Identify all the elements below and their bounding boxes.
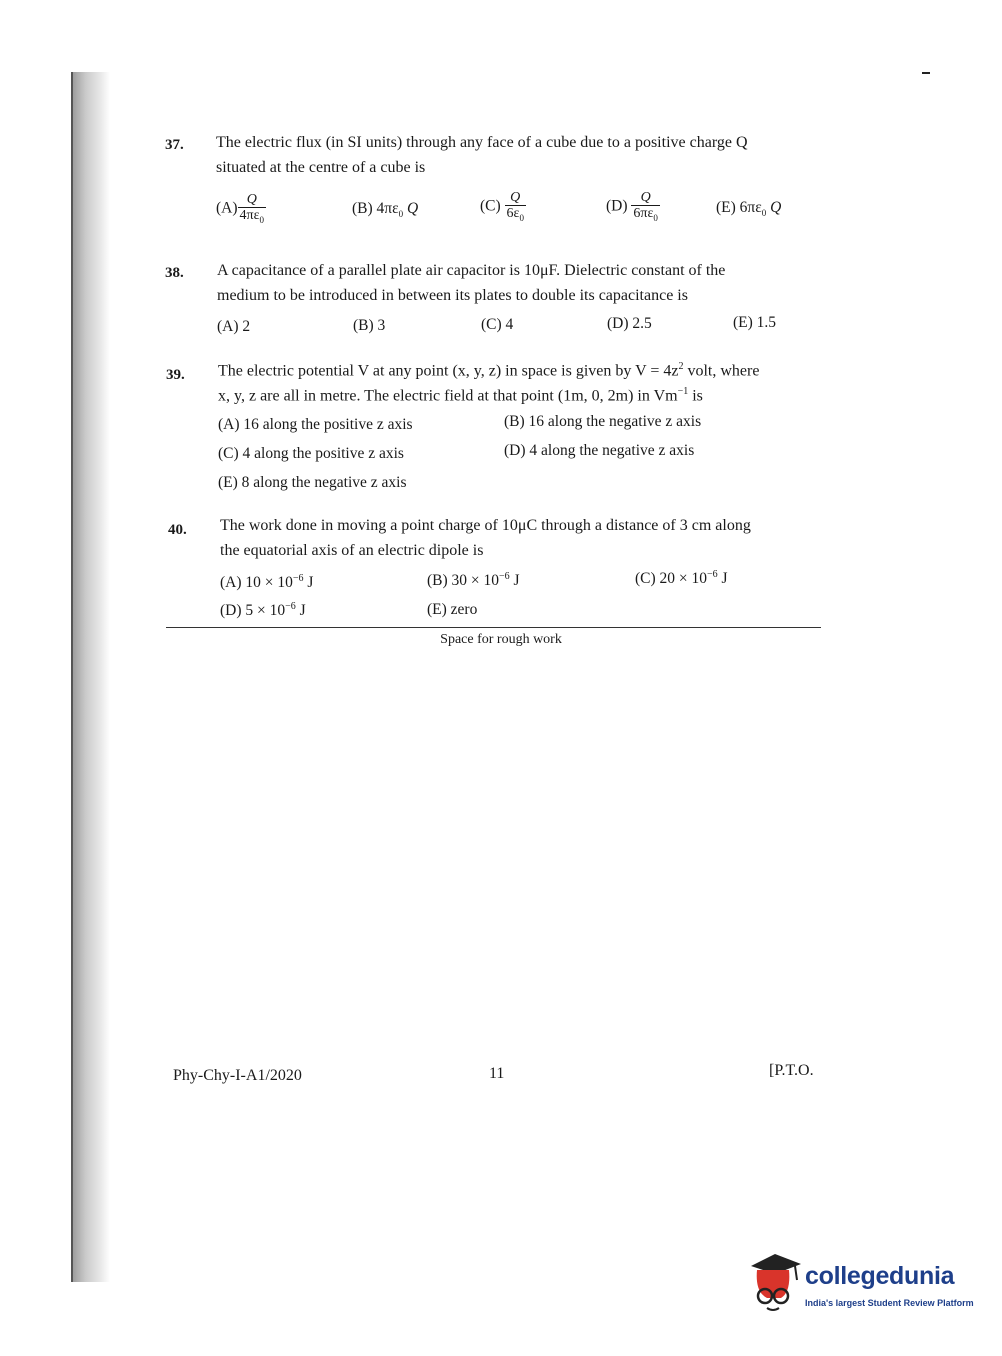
option-e: (E) $6\pi\varepsilon_0$ Q [716, 199, 782, 219]
question-line: the equatorial axis of an electric dipole is [220, 541, 484, 559]
unit: J [717, 570, 728, 588]
option-text: (B) 30 × 10 [427, 572, 500, 590]
option-b: (B) $4\pi\varepsilon_0$ Q [352, 200, 419, 220]
option-a: (A) 16 along the positive z axis [218, 416, 413, 433]
fraction [505, 190, 526, 224]
question-number: 39. [166, 367, 185, 383]
question-text [217, 259, 827, 309]
question-text [216, 131, 826, 181]
unit: J [509, 572, 520, 590]
option-text: 6πε [739, 199, 762, 216]
option-d: (D) 2.5 [607, 315, 652, 332]
option-b [427, 571, 520, 590]
pto-label: [P.T.O. [769, 1062, 814, 1079]
option-label: (D) [606, 197, 628, 215]
scan-page-edge-line [71, 72, 73, 1282]
option-d [220, 601, 306, 620]
question-number: 37. [165, 137, 184, 153]
question-line: x, y, z are all in metre. The electric field at that point (1m, 0, 2m) in $Vm^{-1}$ is [218, 386, 703, 405]
scan-page-edge [72, 72, 110, 1282]
question-text [218, 359, 828, 409]
fraction-denominator: $6\varepsilon_0$ [506, 206, 524, 224]
fraction [238, 192, 266, 226]
exponent: −6 [499, 571, 510, 582]
option-text: 4πε [376, 200, 399, 217]
option-b: (B) 3 [353, 317, 386, 334]
text-segment: volt, where [683, 362, 760, 380]
option-b: (B) 16 along the negative z axis [504, 413, 702, 430]
divider [166, 627, 821, 628]
logo-wordmark: collegedunia [805, 1262, 955, 1290]
page-number: 11 [489, 1065, 505, 1082]
fraction-denominator: $4\pi\varepsilon_0$ [239, 208, 264, 226]
option-label: (A) [216, 199, 238, 217]
denominator-text: 6ε [506, 206, 520, 222]
question-line: situated at the centre of a cube is [216, 158, 426, 176]
option-label: (E) [716, 199, 736, 216]
option-e: (E) 1.5 [733, 314, 777, 331]
question-line: The work done in moving a point charge of 10μC through a distance of 3 cm along [220, 517, 751, 534]
option-text: (E) zero [427, 601, 478, 619]
option-c: (C) 4 [481, 316, 514, 333]
fraction-numerator: Q [238, 192, 266, 208]
option-e [427, 600, 477, 619]
option-c: (C) 4 along the positive z axis [218, 445, 404, 462]
question-line: The electric flux (in SI units) through any face of a cube due to a positive charge Q [216, 134, 748, 151]
option-label: (B) [352, 200, 373, 217]
option-d [606, 190, 660, 224]
paper-code: Phy-Chy-I-A1/2020 [173, 1067, 302, 1084]
option-text: (A) 10 × 10 [220, 574, 293, 592]
scan-mark [922, 72, 930, 74]
mascot-icon [745, 1248, 803, 1314]
fraction-numerator: Q [505, 190, 526, 206]
unit: J [295, 602, 306, 620]
option-text: (D) 5 × 10 [220, 602, 286, 620]
denominator-text: 4πε [239, 208, 260, 224]
text-segment: is [688, 387, 703, 405]
option-c [480, 190, 526, 224]
collegedunia-logo [745, 1248, 975, 1318]
exponent: −6 [285, 601, 296, 612]
fraction-numerator: Q [631, 190, 659, 206]
question-line: The electric potential V at any point (x, y, z) in space is given by $V = 4z^2$ volt, where [218, 361, 760, 380]
option-a: (A) 2 [217, 318, 251, 335]
fraction-denominator: $6\pi\varepsilon_0$ [633, 206, 658, 224]
option-a [220, 573, 313, 592]
denominator-text: 6πε [633, 206, 654, 222]
unit: J [303, 574, 314, 592]
question-line: A capacitance of a parallel plate air capacitor is 10μF. Dielectric constant of the [217, 262, 726, 279]
exponent: −6 [707, 569, 718, 580]
rough-work-label: Space for rough work [440, 632, 562, 647]
text-segment: x, y, z are all in metre. The electric field at that point (1m, 0, 2m) in Vm [218, 387, 678, 405]
question-number: 40. [168, 522, 187, 538]
option-text: (C) 20 × 10 [635, 570, 708, 588]
option-label: (C) [480, 197, 501, 215]
fraction [631, 190, 659, 224]
option-d: (D) 4 along the negative z axis [504, 442, 695, 459]
option-c [635, 569, 728, 588]
exponent: −6 [292, 573, 304, 584]
text-segment: The electric potential V at any point (x, y, z) in space is given by V = 4z [218, 362, 679, 380]
logo-tagline: India's largest Student Review Platform [805, 1298, 974, 1308]
option-e: (E) 8 along the negative z axis [218, 474, 407, 491]
question-text [220, 514, 830, 564]
question-number: 38. [165, 265, 184, 281]
question-line: medium to be introduced in between its plates to double its capacitance is [217, 286, 688, 304]
option-a [216, 192, 266, 226]
